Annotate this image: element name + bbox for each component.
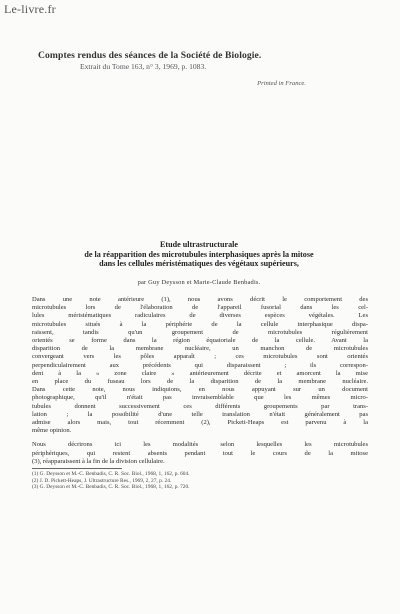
title-line: dans les cellules méristématiques des végétaux supérieurs,	[99, 259, 299, 269]
text-line: raissent, tandis qu'un groupement de microtubules régulièrement	[32, 328, 368, 336]
text-line: en place du fuseau lors de la disparition de la membrane nucléaire.	[32, 378, 368, 386]
journal-header	[38, 50, 338, 71]
paragraph-1	[32, 296, 368, 435]
article-body	[32, 296, 368, 491]
text-line: périphériques, qui restent absents pendant tout le cours de la mitose	[32, 449, 368, 457]
article-title	[40, 240, 358, 269]
article-authors: par Guy Deysson et Marie-Claude Benbadis.	[137, 279, 261, 286]
text-line: dent à la « zone claire » antérieurement décrite et amorcent la mise	[32, 369, 368, 377]
footnote: (3) G. Deysson et M.-C. Benbadis, C. R. Soc. Biol., 1968, 1, 162, p. 720.	[32, 484, 190, 491]
text-line: tubules donnent successivement ces différents groupements par trans-	[32, 402, 368, 410]
text-line: Nous décrirons ici les modalités selon lesquelles les microtubules	[32, 441, 368, 449]
printed-in-france: Printed in France.	[257, 80, 306, 87]
text-line: Dans cette note, nous indiquions, en nous appuyant sur un document	[32, 386, 368, 394]
text-line: disparition de la membrane nucléaire, un manchon de microtubules	[32, 345, 368, 353]
text-line: même opinion.	[32, 427, 72, 435]
text-line: photographique, qu'il n'était pas invraisemblable que les mêmes micro-	[32, 394, 368, 402]
text-line: microtubules situés à la périphérie de la cellule interphasique dispa-	[32, 320, 368, 328]
text-line: (3), réapparaissent à la fin de la division cellulaire.	[32, 457, 165, 465]
text-line: perpendiculairement aux précédents qui disparaissent ; ils correspon-	[32, 361, 368, 369]
footnotes	[32, 471, 368, 491]
text-line: lules méristématiques radiculaires de diverses espèces végétales. Les	[32, 312, 368, 320]
watermark: Le-livre.fr	[4, 2, 56, 16]
text-line: Dans une note antérieure (1), nous avons décrit le comportement des	[32, 296, 368, 303]
journal-title: Comptes rendus des séances de la Société de Biologie.	[38, 50, 262, 61]
paragraph-2	[32, 441, 368, 466]
text-line: convergeant vers les pôles apparaît ; ces microtubules sont orientés	[32, 353, 368, 361]
footnote-divider	[32, 468, 122, 469]
footnote: (1) G. Deysson et M.-C. Benbadis, C. R. Soc. Biol., 1968, 1, 162, p. 604.	[32, 471, 190, 478]
text-line: admise alors mais, tout récemment (2), Pickett-Heaps est parvenu à la	[32, 419, 368, 427]
title-line: de la réapparition des microtubules interphasiques après la mitose	[84, 249, 314, 259]
text-line: microtubules lors de l'élaboration de l'appareil fusorial dans les cel-	[32, 304, 368, 312]
extract-reference: Extrait du Tome 163, n° 3, 1969, p. 1083.	[80, 62, 207, 71]
text-line: lation ; la possibilité d'une telle translation n'était généralement pas	[32, 410, 368, 418]
title-line: Etude ultrastructurale	[159, 240, 238, 249]
text-line: orientés se forme dans la région équatoriale de la cellule. Avant la	[32, 337, 368, 345]
footnote: (2) J. D. Pickett-Heaps, J. Ultrastructure Res., 1969, 2, 27, p. 24.	[32, 477, 172, 484]
